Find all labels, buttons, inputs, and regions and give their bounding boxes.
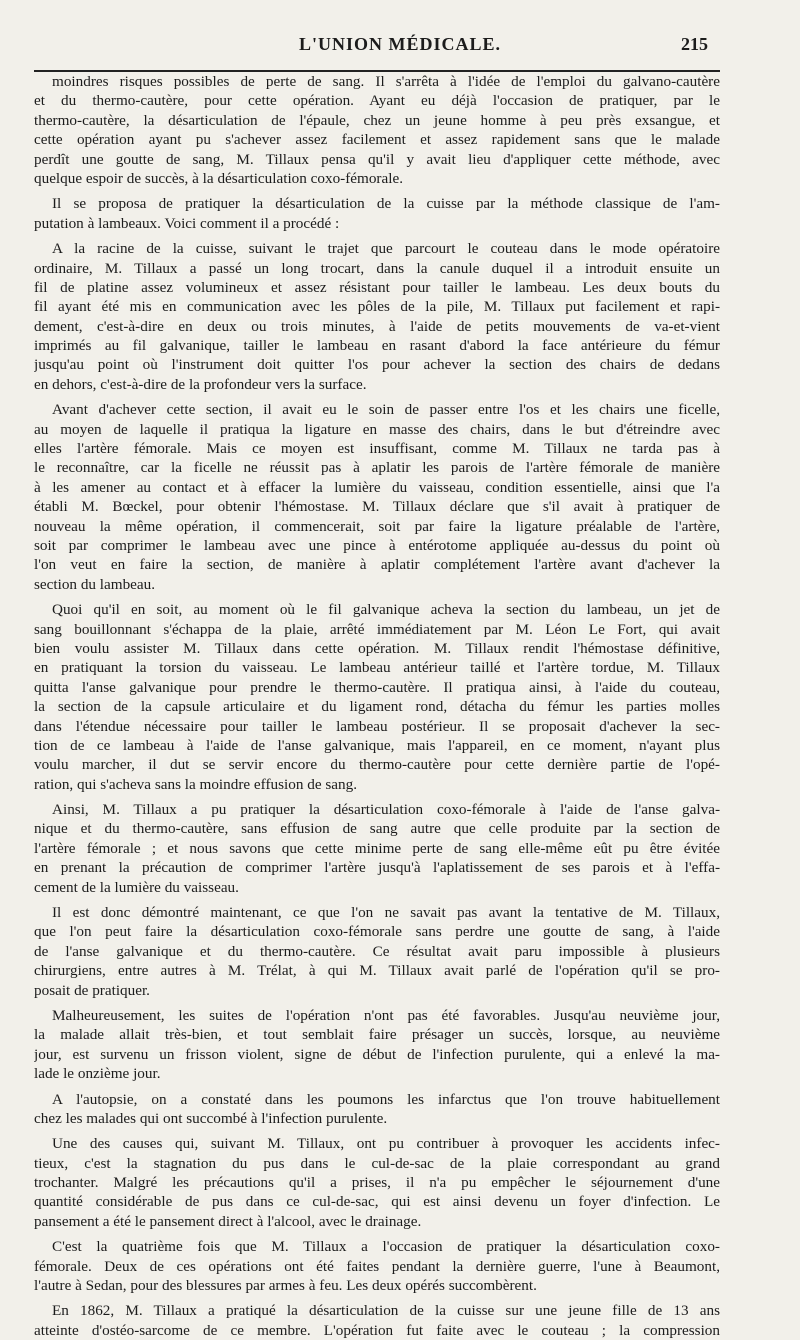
text-line: chez les malades qui ont succombé à l'infection purulente. xyxy=(34,1109,388,1127)
text-line: cement de la lumière du vaisseau. xyxy=(34,878,239,896)
text-line: pansement a été le pansement direct à l'alcool, avec le drainage. xyxy=(34,1212,422,1230)
text-line: en prenant la précaution de comprimer l'artère jusqu'à l'aplatissement de ses parois et à l'effa- xyxy=(34,859,720,877)
text-line: dement, c'est-à-dire en deux ou trois minutes, à l'aide de petits mouvements de va-et-vient xyxy=(34,317,720,335)
paragraph xyxy=(34,72,720,188)
text-line: l'autre à Sedan, pour des blessures par armes à feu. Les deux opérés succombèrent. xyxy=(34,1277,537,1295)
text-line: nique et du thermo-cautère, sans effusion de sang autre que celle produite par la section de xyxy=(34,820,720,838)
text-line: A la racine de la cuisse, suivant le trajet que parcourt le couteau dans le mode opératoire xyxy=(52,240,720,258)
paragraph xyxy=(34,903,720,1000)
text-line: sang bouillonnant s'échappa de la plaie, arrêté immédiatement par M. Léon Le Fort, qui avait xyxy=(34,620,720,638)
text-line: bien voulu assister M. Tillaux dans cette opération. M. Tillaux rendit l'hémostase définitive, xyxy=(34,639,720,657)
running-header xyxy=(0,34,800,60)
text-line: établi M. Bœckel, pour obtenir l'hémostase. M. Tillaux déclare que s'il avait à pratiquer de xyxy=(34,498,720,516)
text-line: fil de platine assez volumineux et assez résistant pour tailler le lambeau. Les deux bouts du xyxy=(34,278,720,296)
text-line: quantité considérable de pus dans ce cul-de-sac, qui est ainsi devenu un foyer d'infection. Le xyxy=(34,1193,720,1211)
text-line: ration, qui s'acheva sans la moindre effusion de sang. xyxy=(34,775,357,793)
text-line: A l'autopsie, on a constaté dans les poumons les infarctus que l'on trouve habituellement xyxy=(52,1090,720,1108)
text-line: soit par comprimer le lambeau avec une pince à entérotome appliquée au-dessus du point où xyxy=(34,536,720,554)
text-line: Il est donc démontré maintenant, ce que l'on ne savait pas avant la tentative de M. Tillaux, xyxy=(52,904,720,922)
text-line: cette opération ayant pu s'achever assez facilement et assez rapidement sans que le malade xyxy=(34,131,720,149)
text-line: ordinaire, M. Tillaux a passé un long trocart, dans la canule duquel il a introduit ensuite un xyxy=(34,259,720,277)
text-line: imprimés au fil galvanique, tailler le lambeau en rasant d'abord la face antérieure du fémur xyxy=(34,337,720,355)
paragraph xyxy=(34,1237,720,1295)
paragraph xyxy=(34,600,720,794)
text-line: trochanter. Malgré les précautions qu'il a prises, il n'a pu empêcher le séjournement d'une xyxy=(34,1174,720,1192)
text-line: Il se proposa de pratiquer la désarticulation de la cuisse par la méthode classique de l'am- xyxy=(52,195,720,213)
article-body xyxy=(34,72,720,1340)
text-line: au moyen de laquelle il pratiqua la ligature en masse des chairs, dans le but d'étreindre avec xyxy=(34,420,720,438)
text-line: en dehors, c'est-à-dire de la profondeur vers la surface. xyxy=(34,375,367,393)
text-line: que l'on peut faire la désarticulation coxo-fémorale sans perdre une goutte de sang, à l'aide xyxy=(34,923,720,941)
text-line: la malade allait très-bien, et tout semblait faire présager un succès, lorsque, au neuvième xyxy=(34,1026,720,1044)
text-line: la section de la capsule articulaire et du ligament rond, détacha du fémur les parties molles xyxy=(34,698,720,716)
page-number: 215 xyxy=(681,34,708,54)
paragraph xyxy=(34,1006,720,1084)
text-line: le reconnaître, car la ficelle ne réussit pas à aplatir les parois de l'artère fémorale de manière xyxy=(34,459,720,477)
text-line: thermo-cautère, la désarticulation de l'épaule, chez un jeune homme à peu près exsangue, et xyxy=(34,111,720,129)
text-line: perdît une goutte de sang, M. Tillaux pensa qu'il y avait lieu d'appliquer cette méthode, avec xyxy=(34,150,720,168)
paragraph xyxy=(34,1090,720,1129)
paragraph xyxy=(34,1134,720,1231)
text-line: elles l'artère fémorale. Mais ce moyen est insuffisant, comme M. Tillaux ne tarda pas à xyxy=(34,440,720,458)
text-line: nouveau la même opération, il commencerait, soit par faire la ligature préalable de l'artère, xyxy=(34,517,720,535)
text-line: dans l'étendue nécessaire pour tailler le lambeau postérieur. Il se proposait d'achever la sec- xyxy=(34,717,720,735)
text-line: Une des causes qui, suivant M. Tillaux, ont pu contribuer à provoquer les accidents infec- xyxy=(52,1135,720,1153)
paragraph xyxy=(34,194,720,233)
text-line: quitta l'anse galvanique pour prendre le thermo-cautère. Il pratiqua ainsi, à l'aide du couteau, xyxy=(34,678,720,696)
text-line: de l'anse galvanique et du thermo-cautère. Ce résultat avait paru impossible à plusieurs xyxy=(34,942,720,960)
paragraph xyxy=(34,400,720,594)
text-line: fil ayant été mis en communication avec les pôles de la pile, M. Tillaux put facilement et rapi- xyxy=(34,298,720,316)
text-line: En 1862, M. Tillaux a pratiqué la désarticulation de la cuisse sur une jeune fille de 13 ans xyxy=(52,1302,720,1320)
paragraph xyxy=(34,239,720,394)
journal-title: L'UNION MÉDICALE. xyxy=(298,34,502,54)
text-line: voulu marcher, il dut se servir encore du thermo-cautère pour cette dernière partie de l'opé- xyxy=(34,756,720,774)
text-line: chirurgiens, entre autres à M. Trélat, à qui M. Tillaux avait parlé de l'opération qu'il se pro- xyxy=(34,962,720,980)
paragraph xyxy=(34,1301,720,1340)
text-line: l'artère fémorale ; et nous savons que cette minime perte de sang elle-même eût pu être évitée xyxy=(34,839,720,857)
text-line: posait de pratiquer. xyxy=(34,981,150,999)
text-line: lade le onzième jour. xyxy=(34,1065,161,1083)
text-line: Malheureusement, les suites de l'opération n'ont pas été favorables. Jusqu'au neuvième jour, xyxy=(52,1006,720,1024)
text-line: Quoi qu'il en soit, au moment où le fil galvanique acheva la section du lambeau, un jet de xyxy=(52,601,720,619)
text-line: à les amener au contact et à effacer la lumière du vaisseau, condition essentielle, ainsi que l'a xyxy=(34,478,720,496)
text-line: et du thermo-cautère, pour cette opération. Ayant eu déjà l'occasion de pratiquer, par le xyxy=(34,92,720,110)
text-line: fémorale. Deux de ces opérations ont été faites pendant la dernière guerre, l'une à Beaumont, xyxy=(34,1257,720,1275)
text-line: l'on veut en faire la section, de manière à aplatir complétement l'artère avant d'achever la xyxy=(34,556,720,574)
text-line: putation à lambeaux. Voici comment il a procédé : xyxy=(34,214,340,232)
text-line: section du lambeau. xyxy=(34,575,156,593)
text-line: jusqu'au point où l'instrument doit quitter l'os pour achever la section des chairs de dedans xyxy=(34,356,720,374)
text-line: C'est la quatrième fois que M. Tillaux a l'occasion de pratiquer la désarticulation coxo- xyxy=(52,1238,720,1256)
text-line: quelque espoir de succès, à la désarticulation coxo-fémorale. xyxy=(34,169,403,187)
text-line: tieux, c'est la stagnation du pus dans le cul-de-sac de la plaie correspondant au grand xyxy=(34,1154,720,1172)
text-line: atteinte d'ostéo-sarcome de ce membre. L'opération fut faite avec le couteau ; la compression xyxy=(34,1321,720,1339)
text-line: en pratiquant la torsion du vaisseau. Le lambeau antérieur taillé et l'artère tordue, M. Tillaux xyxy=(34,659,720,677)
text-line: Avant d'achever cette section, il avait eu le soin de passer entre l'os et les chairs une ficelle, xyxy=(52,401,720,419)
text-line: moindres risques possibles de perte de sang. Il s'arrêta à l'idée de l'emploi du galvano-cautère xyxy=(52,73,720,90)
text-line: Ainsi, M. Tillaux a pu pratiquer la désarticulation coxo-fémorale à l'aide de l'anse galva- xyxy=(52,801,720,819)
paragraph xyxy=(34,800,720,897)
text-line: tion de ce lambeau à l'aide de l'anse galvanique, mais l'appareil, en ce moment, n'ayant plus xyxy=(34,736,720,754)
text-line: jour, est survenu un frisson violent, signe de début de l'infection purulente, qui a enlevé la ma- xyxy=(34,1045,720,1063)
